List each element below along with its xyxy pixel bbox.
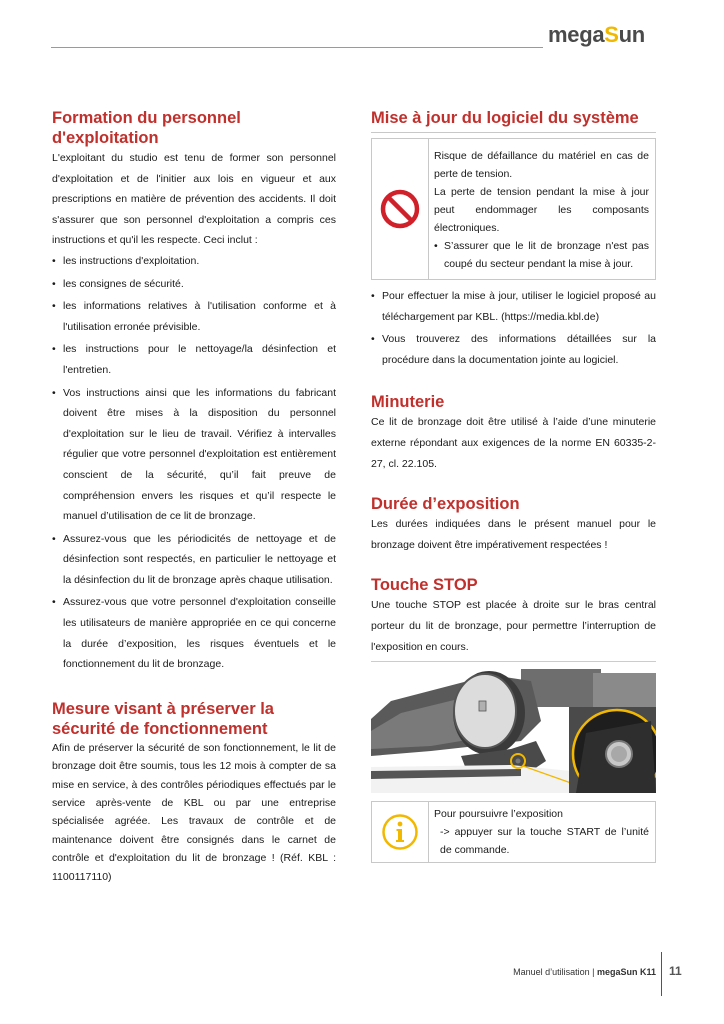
page-number: 11	[669, 964, 682, 978]
left-column	[52, 108, 336, 886]
warning-line-1: Risque de défaillance du matériel en cas de perte de tension.	[434, 150, 649, 180]
prohibition-icon	[379, 188, 421, 230]
right-column	[371, 108, 656, 863]
operational-safety-text: Afin de préserver la sécurité de son fonctionnement, le lit de bronzage doit être soumis, tous les 12 mois à compter de sa mise en service, à des contrôles périodiques effectués par le service après-vente de KBL ou par une entreprise spécialisée agréée. Les travaux de contrôle et de maintenance doivent être consignés dans le carnet de contrôle et d'exploitation du lit de bronzage ! (Réf. KBL : 1100117110)	[52, 741, 336, 883]
footer-divider	[661, 952, 662, 996]
list-item: • Pour effectuer la mise à jour, utiliser le logiciel proposé au téléchargement par KBL. (https://media.kbl.de)	[371, 286, 656, 327]
stop-button-text: Une touche STOP est placée à droite sur le bras central porteur du lit de bronzage, pour permettre l’interruption de l'exposition en cours.	[371, 599, 656, 653]
warning-bullet: • S’assurer que le lit de bronzage n'est pas coupé du secteur pendant la mise à jour.	[434, 237, 649, 273]
brand-logo: megaSun	[548, 22, 645, 47]
list-item: • les consignes de sécurité.	[52, 274, 336, 295]
list-item: • Assurez-vous que les périodicités de nettoyage et de désinfection sont respectés, en particulier le nettoyage et la désinfection du lit de bronzage après chaque utilisation.	[52, 529, 336, 591]
timer-text: Ce lit de bronzage doit être utilisé à l’aide d’une minuterie externe répondant aux exigences de la norme EN 60335-2-27, cl. 22.105.	[371, 416, 656, 470]
list-item: • Assurez-vous que votre personnel d'exploitation conseille les utilisateurs de manière appropriée en ce qui concerne la durée d’exposition, les risques éventuels et le fonctionnement du lit de bronzage.	[52, 592, 336, 674]
update-list	[371, 286, 656, 370]
warning-box	[371, 138, 656, 280]
section-title-operational-safety: Mesure visant à préserver la sécurité de fonctionnement	[52, 699, 274, 738]
info-line-1: Pour poursuivre l’exposition	[434, 808, 563, 821]
section-title-software-update: Mise à jour du logiciel du système	[371, 109, 639, 127]
header-rule	[51, 47, 543, 48]
info-line-2: -> appuyer sur la touche START de l’unité de commande.	[440, 826, 649, 857]
staff-training-list	[52, 251, 336, 675]
list-item: • Vos instructions ainsi que les informations du fabricant doivent être mises à la disposition du personnel d'exploitation sur le lieu de travail. Vérifiez à intervalles régulier que votre personnel d'exploitation est entièrement conscient de la sécurité, qu’il fait preuve de compréhension envers les risques et qu’il respecte le manuel d’utilisation de ce lit de bronzage.	[52, 383, 336, 527]
warning-line-2: La perte de tension pendant la mise à jour peut endommager les composants électroniques.	[434, 186, 649, 234]
staff-training-intro: L'exploitant du studio est tenu de former son personnel d'exploitation et de l'initier aux lois en vigueur et aux prescriptions en matière de prévention des accidents. Il doit s'assurer que son personnel d'exploitation a compris ces instructions et qu'il les respecte. Ceci inclut :	[52, 152, 336, 247]
section-title-timer: Minuterie	[371, 393, 445, 412]
section-title-staff-training: Formation du personnel d'exploitation	[52, 109, 241, 147]
section-title-exposure-duration: Durée d’exposition	[371, 495, 520, 514]
footer-manual-label: Manuel d’utilisation | megaSun K11	[513, 967, 656, 977]
list-item: • les instructions pour le nettoyage/la désinfection et l'entretien.	[52, 339, 336, 380]
info-icon	[380, 812, 420, 852]
section-title-stop-button: Touche STOP	[371, 576, 478, 595]
exposure-duration-text: Les durées indiquées dans le présent manuel pour le bronzage doivent être impérativement respectées !	[371, 518, 656, 551]
list-item: • Vous trouverez des informations détaillées sur la procédure dans la documentation jointe au logiciel.	[371, 329, 656, 370]
stop-button-photo	[371, 661, 656, 793]
list-item: • les instructions d'exploitation.	[52, 251, 336, 272]
list-item: • les informations relatives à l'utilisation conforme et à l'utilisation erronée prévisible.	[52, 296, 336, 337]
info-box	[371, 801, 656, 863]
